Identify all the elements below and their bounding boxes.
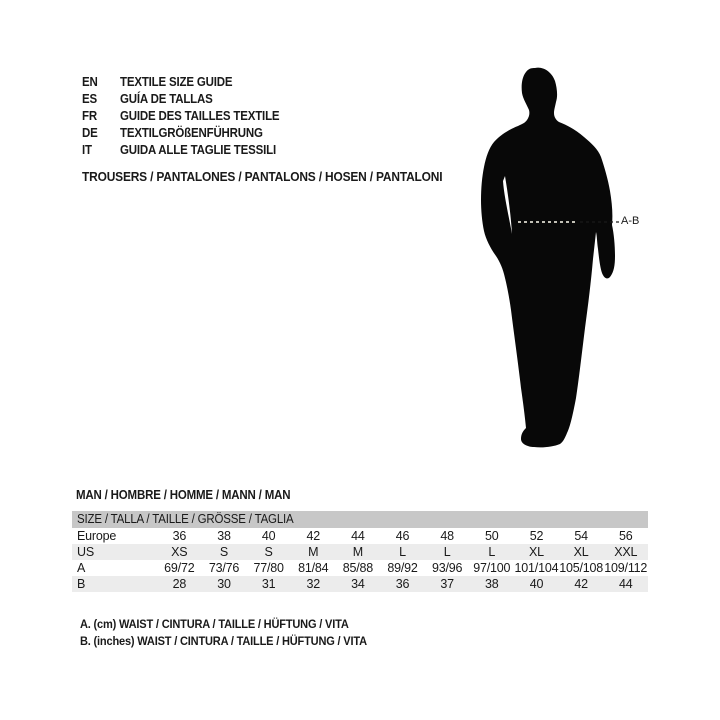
language-title: GUIDA ALLE TAGLIE TESSILI	[120, 143, 276, 157]
language-row	[82, 108, 293, 125]
size-value-cell: 32	[306, 577, 320, 591]
language-row	[82, 142, 293, 159]
size-value-cell: S	[264, 545, 273, 559]
table-row	[72, 544, 648, 560]
size-value-cell: XXL	[614, 545, 638, 559]
table-header	[72, 511, 648, 528]
language-code: EN	[82, 75, 98, 89]
size-value-cell: 101/104	[514, 561, 559, 575]
size-value-cell: M	[308, 545, 319, 559]
note-b-text: B. (inches) WAIST / CINTURA / TAILLE / HÜFTUNG / VITA	[80, 634, 367, 648]
size-table	[72, 511, 648, 592]
language-row	[82, 91, 293, 108]
size-value-cell: 109/112	[604, 561, 648, 575]
size-value-cell: 36	[172, 529, 187, 543]
size-value-cell: 30	[217, 577, 231, 591]
size-value-cell: 48	[440, 529, 454, 543]
language-code: ES	[82, 92, 97, 106]
size-value-cell: M	[352, 545, 363, 559]
table-row	[72, 576, 648, 592]
gender-section-text: MAN / HOMBRE / HOMME / MANN / MAN	[76, 488, 291, 502]
language-code: DE	[82, 126, 98, 140]
row-label: A	[77, 561, 86, 575]
size-table-body	[72, 528, 648, 592]
row-label: Europe	[77, 529, 117, 543]
language-title: GUIDE DES TAILLES TEXTILE	[120, 109, 280, 123]
size-value-cell: XL	[573, 545, 589, 559]
note-b	[80, 633, 392, 650]
size-value-cell: 38	[217, 529, 231, 543]
size-value-cell: 50	[485, 529, 499, 543]
language-list	[82, 74, 293, 159]
figure-silhouette	[470, 50, 660, 450]
size-value-cell: 44	[351, 529, 365, 543]
size-value-cell: L	[399, 545, 406, 559]
man-silhouette	[481, 68, 615, 448]
size-value-cell: 46	[395, 529, 410, 543]
size-value-cell: 97/100	[473, 561, 511, 575]
language-title: TEXTILE SIZE GUIDE	[120, 75, 233, 89]
size-value-cell: 40	[261, 529, 276, 543]
gender-section-title	[76, 487, 309, 504]
garment-category-title	[82, 168, 474, 185]
language-title: TEXTILGRÖßENFÜHRUNG	[120, 126, 263, 140]
size-value-cell: 73/76	[208, 561, 240, 575]
size-value-cell: S	[219, 545, 229, 559]
size-value-cell: 93/96	[432, 561, 463, 575]
size-value-cell: 77/80	[253, 561, 284, 575]
table-row	[72, 528, 648, 544]
size-value-cell: 38	[485, 577, 499, 591]
size-value-cell: 40	[529, 577, 544, 591]
size-value-cell: 81/84	[298, 561, 329, 575]
size-value-cell: 31	[261, 577, 276, 591]
size-value-cell: 56	[618, 529, 633, 543]
size-value-cell: 42	[306, 529, 320, 543]
size-value-cell: 42	[574, 577, 588, 591]
size-value-cell: L	[488, 545, 496, 559]
size-value-cell: 105/108	[559, 561, 603, 575]
size-value-cell: 34	[351, 577, 365, 591]
size-value-cell: L	[443, 545, 451, 559]
size-value-cell: 69/72	[164, 561, 195, 575]
size-value-cell: 36	[395, 577, 410, 591]
garment-category-text: TROUSERS / PANTALONES / PANTALONS / HOSEN / PANTALONI	[82, 169, 443, 184]
man-silhouette-svg	[470, 50, 640, 450]
size-value-cell: 89/92	[387, 561, 418, 575]
language-title: GUÍA DE TALLAS	[120, 92, 213, 106]
size-value-cell: 44	[618, 577, 633, 591]
size-value-cell: 52	[529, 529, 544, 543]
size-value-cell: 54	[574, 529, 588, 543]
note-a	[80, 616, 392, 633]
measure-label: A-B	[621, 215, 640, 227]
table-row	[72, 560, 648, 576]
language-code: FR	[82, 109, 97, 123]
size-value-cell: 28	[172, 577, 187, 591]
size-value-cell: 37	[440, 577, 454, 591]
note-a-text: A. (cm) WAIST / CINTURA / TAILLE / HÜFTUNG / VITA	[80, 617, 349, 631]
measurement-notes	[80, 616, 392, 650]
row-label: B	[77, 577, 86, 591]
table-header-label: SIZE / TALLA / TAILLE / GRÖSSE / TAGLIA	[77, 512, 294, 526]
size-value-cell: XL	[529, 545, 544, 559]
language-row	[82, 74, 293, 91]
language-code: IT	[82, 143, 92, 157]
language-row	[82, 125, 293, 142]
row-label: US	[77, 545, 94, 559]
size-value-cell: XS	[171, 545, 188, 559]
size-value-cell: 85/88	[342, 561, 374, 575]
